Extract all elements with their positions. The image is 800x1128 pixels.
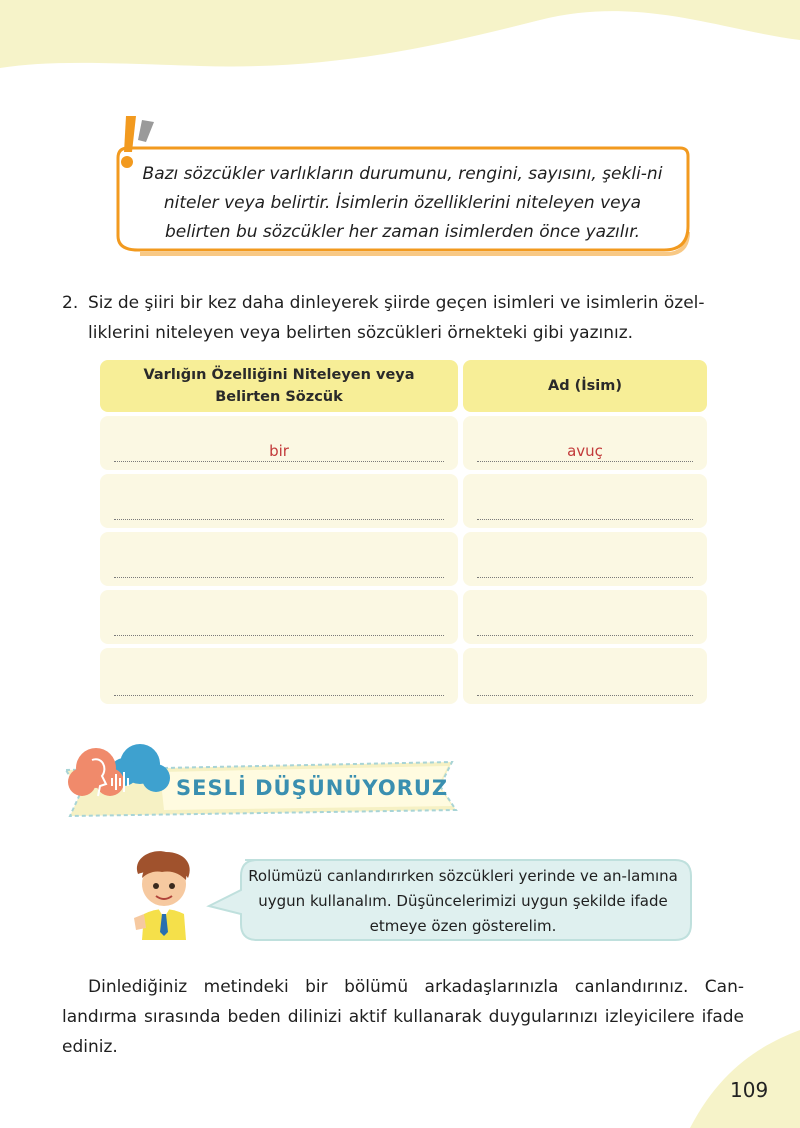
boy-character-icon [128, 848, 200, 940]
table-cell-descriptor-row4[interactable] [100, 590, 458, 644]
instruction-paragraph: Dinlediğiniz metindeki bir bölümü arkadaşlarınızla canlandırınız. Can-landırma sırasında beden dilinizi aktif kullanarak duygularınızı izleyicilere ifade ediniz. [62, 977, 744, 1057]
table-header-noun [463, 360, 707, 412]
page-number: 109 [730, 1078, 769, 1102]
table-cell-noun-row4[interactable] [463, 590, 707, 644]
thinking-head-icon [62, 738, 172, 808]
table-cell-noun-row2[interactable] [463, 474, 707, 528]
table-header-noun-label: Ad (İsim) [547, 378, 622, 394]
table-cell-noun-row5[interactable] [463, 648, 707, 704]
question-number: 2. [62, 293, 79, 313]
table-cell-descriptor-row2[interactable] [100, 474, 458, 528]
table-cell-noun-row1[interactable] [463, 416, 707, 470]
table-header-descriptor-label: Varlığın Özelliğini Niteleyen veya Belirten Sözcük [143, 367, 415, 405]
table-cell-descriptor-row5[interactable] [100, 648, 458, 704]
table-cell-value: avuç [567, 442, 603, 460]
table-cell-value: bir [269, 442, 289, 460]
table-header-descriptor [100, 360, 458, 412]
speech-bubble-text: Rolümüzü canlandırırken sözcükleri yerinde ve an-lamına uygun kullanalım. Düşüncelerimizi uygun şekilde ifade etmeye özen gösterelim. [248, 867, 678, 935]
banner-title: SESLİ DÜŞÜNÜYORUZ [176, 776, 449, 800]
table-cell-descriptor-row3[interactable] [100, 532, 458, 586]
table-cell-noun-row3[interactable] [463, 532, 707, 586]
table-cell-descriptor-row1[interactable] [100, 416, 458, 470]
question-text: Siz de şiiri bir kez daha dinleyerek şiirde geçen isimleri ve isimlerin özel-liklerini niteleyen veya belirten sözcükleri örnekteki gibi yazınız. [88, 293, 705, 343]
info-box-text: Bazı sözcükler varlıkların durumunu, rengini, sayısını, şekli-ni niteler veya belirtir. İsimlerin özelliklerini niteleyen veya belirten bu sözcükler her zaman isimlerden önce yazılır. [142, 164, 663, 242]
